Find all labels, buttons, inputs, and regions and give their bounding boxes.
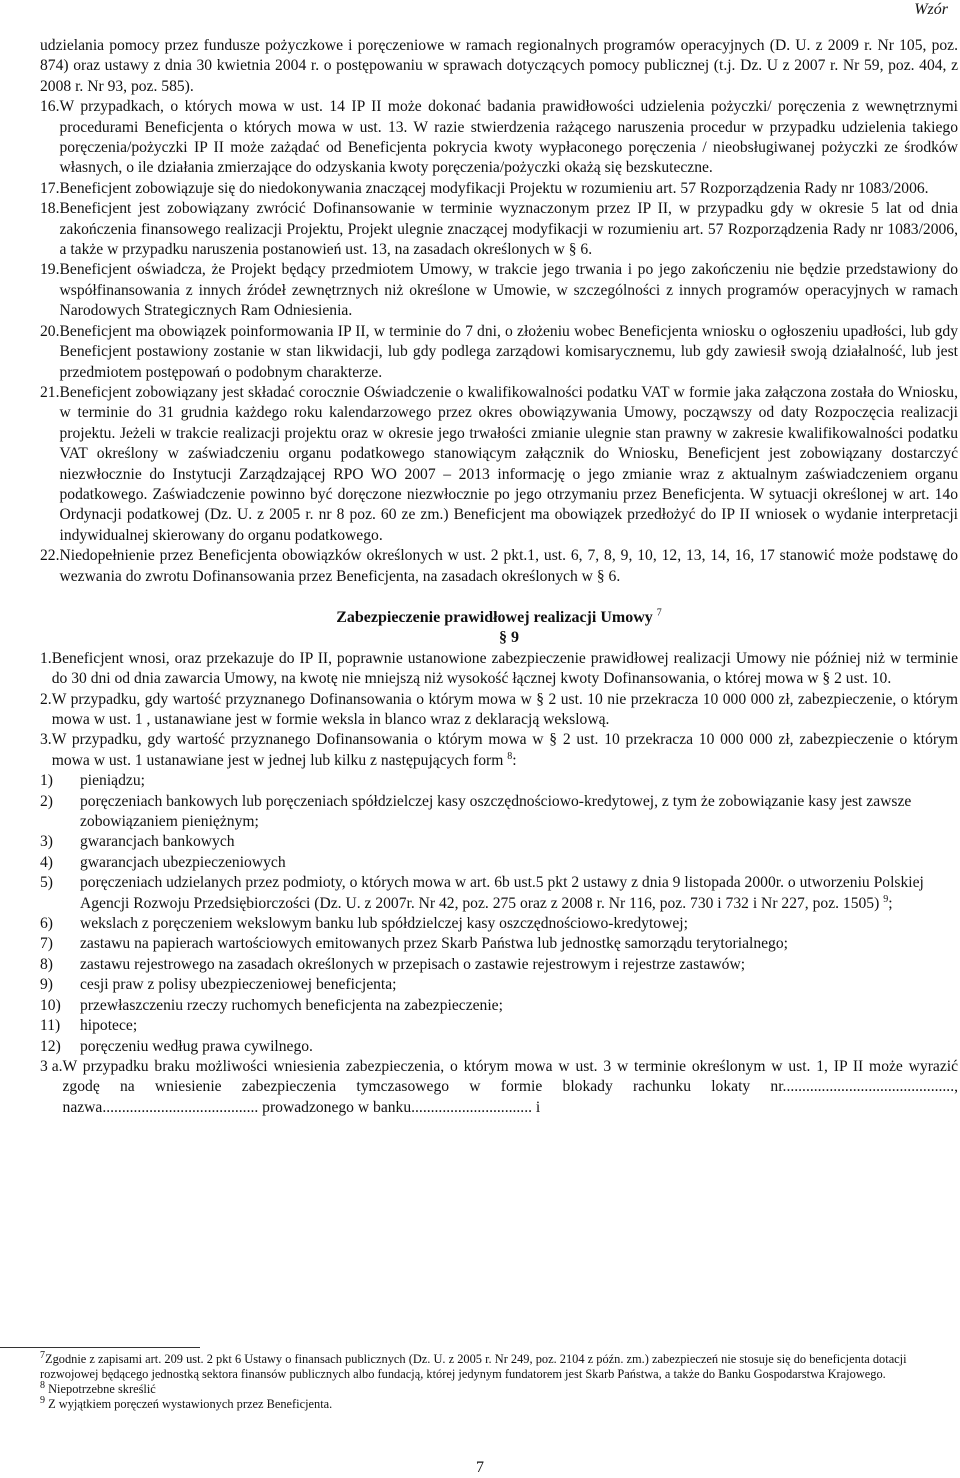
item-text: poręczeniu według prawa cywilnego. [80, 1037, 313, 1055]
item-text: gwarancjach ubezpieczeniowych [80, 853, 286, 871]
section-title [40, 608, 958, 628]
list-item [40, 690, 958, 731]
list-item [40, 383, 958, 546]
item-text-wrap [52, 730, 958, 771]
list-item [40, 955, 958, 975]
item-number: 11) [40, 1017, 61, 1035]
item-text: przewłaszczeniu rzeczy ruchomych beneficjenta na zabezpieczenie; [80, 996, 503, 1014]
item-number: 3 a. [40, 1057, 63, 1075]
item-number: 12) [40, 1037, 61, 1055]
item-text: poręczeniach udzielanych przez podmioty, o których mowa w art. 6b ust.5 pkt 2 ustawy z dnia 9 listopada 2000r. o utworzeniu Polskiej Agencji Rozwoju Przedsiębiorczości (Dz. U. z 2007r. Nr 42, poz. 275 oraz z 2008 r. Nr 116, poz. 730 i 732 i Nr 227, poz. 1505) [80, 874, 924, 912]
list-item [40, 853, 958, 873]
document-header-label: Wzór [914, 1, 948, 18]
item-number: 2. [40, 690, 52, 708]
item-number: 4) [40, 853, 53, 871]
item-number: 21. [40, 383, 60, 401]
item-text: Beneficjent ma obowiązek poinformowania IP II, w terminie do 7 dni, o złożeniu wobec Beneficjenta wniosku o ogłoszeniu upadłości, lub gdy Beneficjent postawiony zostanie w stan likwidacji, lub gdy podlega zarządowi komisarycznemu, lub gdy zawiesił swoją działalność, lub jest przedmiotem postępowań o podobnym charakterze. [59, 322, 958, 381]
item-number: 1) [40, 772, 53, 790]
item-text: Beneficjent wnosi, oraz przekazuje do IP II, poprawnie ustanowione zabezpieczenie prawidłowej realizacji Umowy nie później niż w terminie do 30 dni od dnia zawarcia Umowy, na kwotę nie mniejszą niż wysokość łącznej kwoty Dofinansowania, o której mowa w § 2 ust. 10. [51, 649, 958, 688]
footnote-ref: 9 [883, 893, 889, 905]
section-number: § 9 [499, 629, 519, 647]
item-number: 19. [40, 261, 60, 279]
item-text: gwarancjach bankowych [80, 833, 235, 851]
item-text: poręczeniach bankowych lub poręczeniach spółdzielczej kasy oszczędnościowo-kredytowej, z tym że zobowiązanie kasy jest zawsze zobowiązaniem pieniężnym; [80, 792, 912, 831]
item-text-tail: ; [888, 894, 893, 912]
footnote-mark: 8 [40, 1379, 45, 1391]
footnote-text: Niepotrzebne skreślić [48, 1382, 156, 1396]
item-text-tail: : [512, 751, 517, 769]
footnote-divider [0, 1347, 200, 1348]
item-number: 22. [40, 547, 60, 565]
item-number: 17. [40, 179, 60, 197]
item-text: Niedopełnienie przez Beneficjenta obowiązków określonych w ust. 2 pkt.1, ust. 6, 7, 8, 9, 10, 12, 13, 14, 16, 17 stanowić może podstawę do wezwania do zwrotu Dofinansowania przez Beneficjenta, na zasadach określonych w § 6. [59, 547, 958, 585]
item-text: W przypadkach, o których mowa w ust. 14 IP II może dokonać badania prawidłowości udzielenia pożyczki/ poręczenia z wewnętrznymi procedurami Beneficjenta o których mowa w ust. 13. W razie stwierdzenia rażącego naruszenia procedur w przypadku udzielenia takiego poręczenia/pożyczki IP II może zażądać od Beneficjenta pokrycia kwoty wypłaconego poręczenia / nieobsługiwanej pożyczki ze środków własnych, o ile działania zmierzające do odzyskania kwoty poręczenia/pożyczki okażą się bezskuteczne. [59, 98, 958, 177]
footnote-ref: 8 [507, 750, 513, 762]
item-text: wekslach z poręczeniem wekslowym banku lub spółdzielczej kasy oszczędnościowo-kredytowej; [80, 915, 688, 933]
list-item [40, 260, 958, 321]
list-item [40, 1057, 958, 1118]
item-text: Beneficjent oświadcza, że Projekt będący przedmiotem Umowy, w trakcie jego trwania i po jego zakończeniu nie będzie przedstawiony do współfinansowania z innych źródeł zewnętrznych niż określone w Umowie, w szczególności z innych programów operacyjnych w ramach Narodowych Strategicznych Ram Odniesienia. [59, 261, 958, 320]
list-item [40, 1037, 958, 1057]
item-text: W przypadku, gdy wartość przyznanego Dofinansowania o którym mowa w § 2 ust. 10 przekracza 10 000 000 zł, zabezpieczenie o którym mowa w ust. 1 ustanawiane jest w jednej lub kilku z następujących form [51, 731, 958, 769]
item-text: W przypadku braku możliwości wniesienia zabezpieczenia, o którym mowa w ust. 3 w terminie określonym w ust. 1, IP II może wyrazić zgodę na wniesienie zabezpieczenia tymczasowego w formie blokady rachunku lokaty nr............................................, nazwa........................................ prowadzonego w banku............................... i [62, 1057, 958, 1116]
list-item [40, 97, 958, 179]
item-text-wrap [80, 873, 958, 914]
intro-paragraph: udzielania pomocy przez fundusze pożyczkowe i poręczeniowe w ramach regionalnych programów operacyjnych (D. U. z 2009 r. Nr 105, poz. 874) oraz ustawy z dnia 30 kwietnia 2004 r. o postępowaniu w sprawach dotyczących pomocy publicznej (t.j. Dz. U z 2007 r. Nr 59, poz. 404, z 2008 r. Nr 93, poz. 585). [40, 37, 958, 95]
item-number: 9) [40, 976, 53, 994]
list-item [40, 975, 958, 995]
item-text: Beneficjent zobowiązuje się do niedokonywania znaczącej modyfikacji Projektu w rozumieniu art. 57 Rozporządzenia Rady nr 1083/2006. [59, 179, 929, 197]
item-number: 18. [40, 200, 60, 218]
item-number: 2) [40, 792, 53, 810]
section-title-text: Zabezpieczenie prawidłowej realizacji Umowy [336, 608, 653, 626]
footnote-mark: 7 [40, 1349, 45, 1361]
list-item [40, 792, 958, 833]
footnote [40, 1379, 958, 1397]
item-text: Beneficjent zobowiązany jest składać corocznie Oświadczenie o kwalifikowalności podatku VAT w formie jaka załączona została do Wniosku, w terminie do 31 grudnia każdego roku kalendarzowego przez okres obowiązywania Umowy, począwszy od daty Rozpoczęcia realizacji projektu. Jeżeli w trakcie realizacji projektu oraz w okresie jego trwałości zmianie ulegnie stan prawny w zakresie kwalifikowalności podatku VAT określony w zaświadczeniu organu podatkowego stanowiącym załącznik do Wniosku, Beneficjent jest zobowiązany dostarczyć niezwłocznie do Instytucji Zarządzającej RPO WO 2007 – 2013 informację o jego zmianie wraz z aktualnym zaświadczeniem organu podatkowego. Zaświadczenie powinno być doręczone niezwłocznie po jego otrzymaniu przez Beneficjenta. W sytuacji określonej w art. 14o Ordynacji podatkowej (Dz. U. z 2005 r. nr 8 poz. 60 ze zm.) Beneficjent ma obowiązek przedłożyć do IP II wniosek o wydanie interpretacji indywidualnej skierowany do organu podatkowego. [59, 383, 958, 544]
item-text: Beneficjent jest zobowiązany zwrócić Dofinansowanie w terminie wyznaczonym przez IP II, w przypadku gdy w okresie 5 lat od dnia zakończenia finansowego realizacji Projektu, Projekt ulegnie znaczącej modyfikacji w rozumieniu art. 57 Rozporządzenia Rady nr 1083/2006, a także w przypadku naruszenia postanowień ust. 13, na zasadach określonych w § 6. [59, 200, 958, 259]
footnote-mark: 9 [40, 1394, 45, 1406]
page-number: 7 [476, 1459, 484, 1476]
footnote-text: Z wyjątkiem poręczeń wystawionych przez Beneficjenta. [48, 1397, 333, 1411]
item-number: 8) [40, 955, 53, 973]
list-item [40, 546, 958, 587]
item-text: pieniądzu; [80, 772, 145, 790]
item-text: W przypadku, gdy wartość przyznanego Dofinansowania o którym mowa w § 2 ust. 10 nie przekracza 10 000 000 zł, zabezpieczenie, o którym mowa w ust. 1 , ustanawiane jest w formie weksla in blanco wraz z deklaracją wekslową. [51, 690, 958, 728]
item-text: zastawu na papierach wartościowych emitowanych przez Skarb Państwa lub jednostkę samorządu terytorialnego; [80, 935, 788, 953]
item-number: 16. [40, 98, 60, 116]
numbered-items [40, 97, 958, 587]
list-item [40, 914, 958, 934]
list-item [40, 730, 958, 771]
security-forms-list [40, 771, 958, 1057]
item-text: cesji praw z polisy ubezpieczeniowej beneficjenta; [80, 976, 397, 994]
item-text: hipotece; [80, 1017, 138, 1035]
document-body [40, 36, 958, 1118]
item-number: 20. [40, 322, 60, 340]
footnote [40, 1394, 958, 1412]
item-number: 3. [40, 731, 52, 749]
item-number: 3) [40, 833, 53, 851]
list-item [40, 771, 958, 791]
list-item [40, 1016, 958, 1036]
footnote-text: Zgodnie z zapisami art. 209 ust. 2 pkt 6 Ustawy o finansach publicznych (Dz. U. z 2005 r. Nr 249, poz. 2104 z późn. zm.) zabezpieczeń nie stosuje się do beneficjenta dotacji rozwojowej będącego jednostką sektora finansów publicznych albo fundacją, której jedynym fundatorem jest Skarb Państwa, a także do Banku Gospodarstwa Krajowego. [40, 1352, 907, 1381]
footnote [40, 1349, 958, 1382]
list-item [40, 996, 958, 1016]
item-number: 7) [40, 935, 53, 953]
list-item [40, 873, 958, 914]
list-item [40, 199, 958, 260]
footnotes [40, 1349, 958, 1412]
list-item [40, 322, 958, 383]
footnote-ref: 7 [656, 607, 662, 619]
list-item [40, 934, 958, 954]
list-item [40, 832, 958, 852]
item-number: 10) [40, 996, 61, 1014]
list-item [40, 179, 958, 199]
item-number: 6) [40, 915, 53, 933]
section-items [40, 649, 958, 771]
item-text: zastawu rejestrowego na zasadach określonych w przepisach o zastawie rejestrowym i rejestrze zastawów; [80, 955, 746, 973]
item-number: 5) [40, 874, 53, 892]
item-number: 1. [40, 649, 52, 667]
list-item [40, 649, 958, 690]
